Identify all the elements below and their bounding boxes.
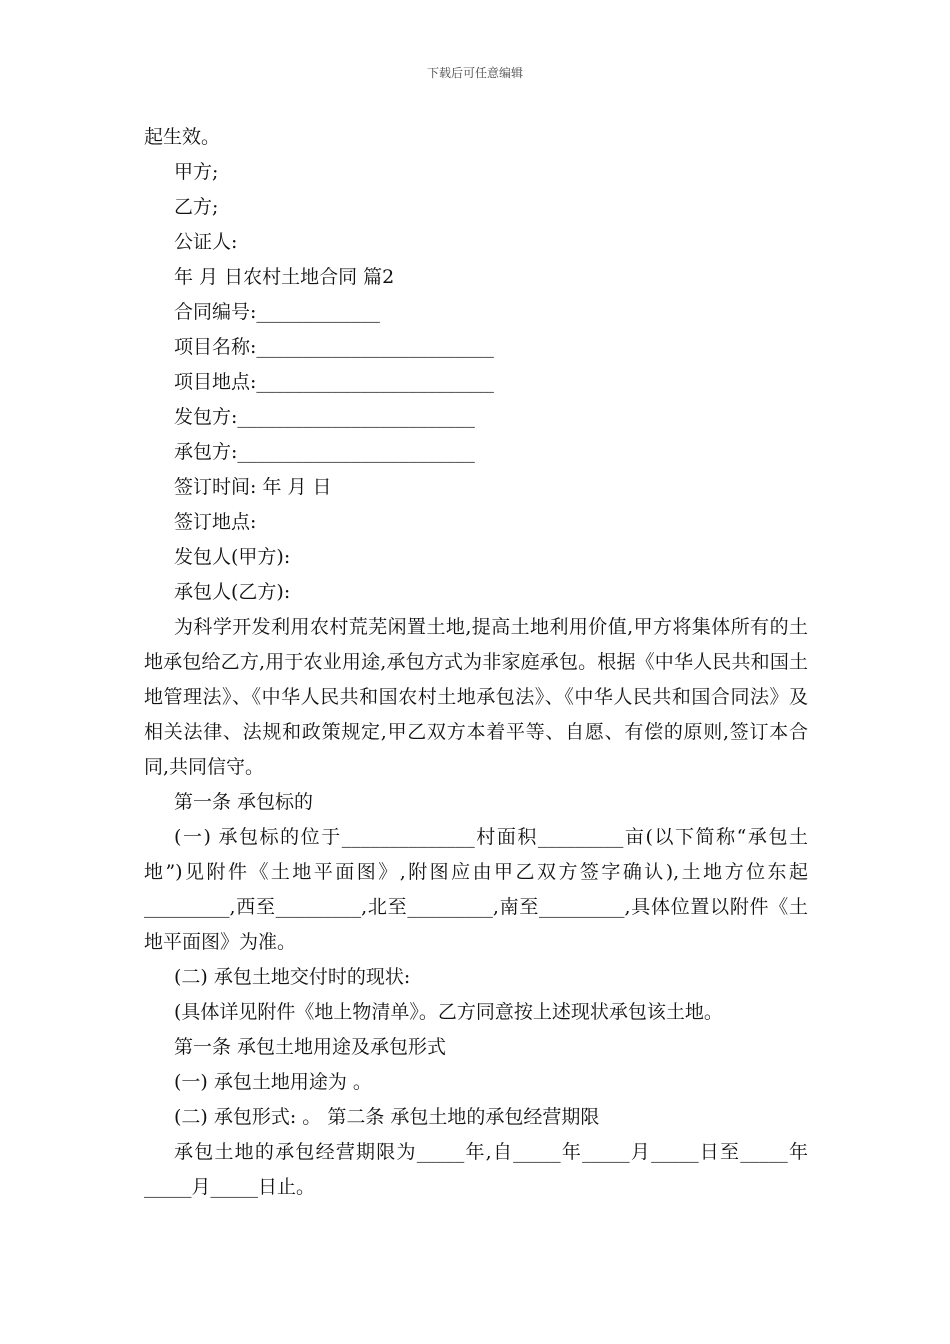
text-line: (二) 承包土地交付时的现状:: [174, 966, 411, 988]
party-a-field: 发包人(甲方):: [174, 546, 291, 568]
page-header-note: 下载后可任意编辑: [426, 66, 523, 80]
party-b-field: 承包人(乙方):: [174, 581, 291, 603]
contract-number-field: 合同编号:_____________: [174, 301, 380, 323]
contract-body: [144, 120, 808, 1205]
section-title: 年 月 日农村土地合同 篇2: [174, 266, 395, 288]
text-line: (具体详见附件《地上物清单》。乙方同意按上述现状承包该土地。: [174, 1001, 723, 1023]
term-paragraph: 承包土地的承包经营期限为_____年,自_____年_____月_____日至_____年_____月_____日止。: [144, 1141, 808, 1198]
signing-place-field: 签订地点:: [174, 511, 257, 533]
article-heading: 第一条 承包标的: [174, 791, 314, 813]
text-line: 起生效。: [144, 126, 221, 148]
text-line: 乙方;: [174, 196, 219, 218]
text-line: 甲方;: [174, 161, 219, 183]
text-line: (一) 承包土地用途为 。: [174, 1071, 372, 1093]
signing-time-field: 签订时间: 年 月 日: [174, 476, 332, 498]
contractor-party-field: 发包方:_________________________: [174, 406, 475, 428]
text-line: (二) 承包形式: 。 第二条 承包土地的承包经营期限: [174, 1106, 600, 1128]
project-location-field: 项目地点:_________________________: [174, 371, 494, 393]
contractee-party-field: 承包方:_________________________: [174, 441, 475, 463]
article-paragraph: (一) 承包标的位于______________村面积_________亩(以下简称“承包土地”)见附件《土地平面图》,附图应由甲乙双方签字确认),土地方位东起_________,西至_________,北至_________,南至_________,具体位置以附件《土地平面图》为准。: [144, 826, 808, 953]
preamble-paragraph: 为科学开发利用农村荒芜闲置土地,提高土地利用价值,甲方将集体所有的土地承包给乙方,用于农业用途,承包方式为非家庭承包。根据《中华人民共和国土地管理法》、《中华人民共和国农村土地承包法》、《中华人民共和国合同法》及相关法律、法规和政策规定,甲乙双方本着平等、自愿、有偿的原则,签订本合同,共同信守。: [144, 616, 808, 778]
article-heading: 第一条 承包土地用途及承包形式: [174, 1036, 447, 1058]
text-line: 公证人:: [174, 231, 238, 253]
project-name-field: 项目名称:_________________________: [174, 336, 494, 358]
